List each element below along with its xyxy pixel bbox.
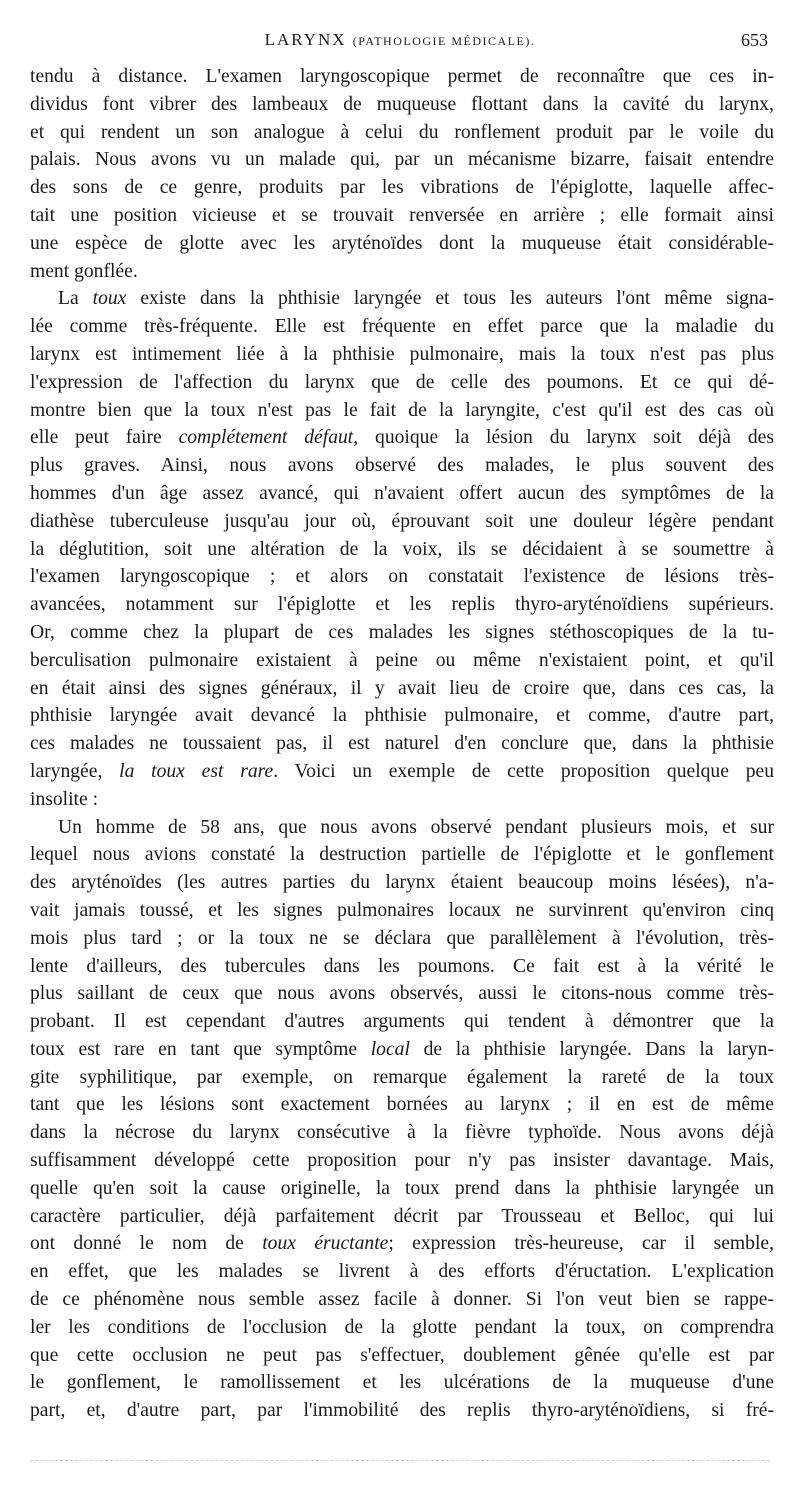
text-line: Or, comme chez la plupart de ces malades les signes stéthoscopiques de la tu- (30, 621, 774, 643)
text-line: mois plus tard ; or la toux ne se déclara que parallèlement à l'évolution, très- (30, 927, 774, 949)
paragraph-2 (30, 285, 774, 813)
text-line: phthisie laryngée avait devancé la phthisie pulmonaire, et comme, d'autre part, (30, 705, 774, 727)
text-line: et qui rendent un son analogue à celui du ronflement produit par le voile du (30, 121, 774, 143)
text-line: lequel nous avions constaté la destruction partielle de l'épiglotte et le gonflement (30, 844, 774, 866)
text-line: des sons de ce genre, produits par les vibrations de l'épiglotte, laquelle affec- (30, 177, 774, 199)
text-line: des aryténoïdes (les autres parties du larynx étaient beaucoup moins lésées), n'a- (30, 872, 774, 894)
text-line: ont donné le nom de toux éructante; expression très-heureuse, car il semble, (30, 1233, 774, 1255)
text-line: quelle qu'en soit la cause originelle, la toux prend dans la phthisie laryngée un (30, 1177, 774, 1199)
text-line: probant. Il est cependant d'autres arguments qui tendent à démontrer que la (30, 1011, 774, 1033)
text-line: caractère particulier, déjà parfaitement décrit par Trousseau et Belloc, qui lui (30, 1205, 774, 1227)
running-title-main: LARYNX (264, 30, 347, 49)
text-line: toux est rare en tant que symptôme local de la phthisie laryngée. Dans la laryn- (30, 1038, 774, 1060)
italic-emphasis: toux éructante (262, 1233, 389, 1255)
text-line: en effet, que les malades se livrent à des efforts d'éructation. L'explication (30, 1261, 774, 1283)
text-line: l'examen laryngoscopique ; et alors on constatait l'existence de lésions très- (30, 566, 774, 588)
text-line: en était ainsi des signes généraux, il y avait lieu de croire que, dans ces cas, la (30, 677, 774, 699)
text-line: La toux existe dans la phthisie laryngée et tous les auteurs l'ont même signa- (58, 288, 774, 310)
running-title (30, 30, 770, 50)
text-line: ces malades ne toussaient pas, il est naturel d'en conclure que, dans la phthisie (30, 733, 774, 755)
text-line: tait une position vicieuse et se trouvait renversée en arrière ; elle formait ainsi (30, 204, 774, 226)
body-text (30, 63, 774, 1425)
text-line: que cette occlusion ne peut pas s'effectuer, doublement gênée qu'elle est par (30, 1344, 774, 1366)
text-line: palais. Nous avons vu un malade qui, par un mécanisme bizarre, faisait entendre (30, 149, 774, 171)
text-line: larynx est intimement liée à la phthisie pulmonaire, mais la toux n'est pas plus (30, 343, 774, 365)
italic-emphasis: toux (92, 288, 127, 310)
paragraph-3 (30, 814, 774, 1426)
text-line: diathèse tuberculeuse jusqu'au jour où, éprouvant soit une douleur légère pendant (30, 510, 774, 532)
paragraph-1 (30, 63, 774, 285)
text-line: insolite : (30, 788, 99, 810)
text-line: lente d'ailleurs, des tubercules dans les poumons. Ce fait est à la vérité le (30, 955, 774, 977)
text-line: le gonflement, le ramollissement et les ulcérations de la muqueuse d'une (30, 1372, 774, 1394)
page-number: 653 (741, 30, 768, 50)
text-line: hommes d'un âge assez avancé, qui n'avaient offert aucun des symptômes de la (30, 482, 774, 504)
text-line: dans la nécrose du larynx consécutive à la fièvre typhoïde. Nous avons déjà (30, 1122, 774, 1144)
text-line: berculisation pulmonaire existaient à peine ou même n'existaient point, et qu'il (30, 649, 774, 671)
text-line: une espèce de glotte avec les aryténoïdes dont la muqueuse était considérable- (30, 232, 774, 254)
text-line: elle peut faire complétement défaut, quoique la lésion du larynx soit déjà des (30, 427, 774, 449)
text-line: vait jamais toussé, et les signes pulmonaires locaux ne survinrent qu'environ cinq (30, 899, 774, 921)
text-line: tant que les lésions sont exactement bornées au larynx ; il en est de même (30, 1094, 774, 1116)
italic-emphasis: complétement défaut (178, 427, 354, 449)
text-line: de ce phénomène nous semble assez facile à donner. Si l'on veut bien se rappe- (30, 1289, 774, 1311)
italic-emphasis: la toux est rare (119, 760, 274, 782)
text-line: Un homme de 58 ans, que nous avons observé pendant plusieurs mois, et sur (58, 816, 774, 838)
text-line: plus saillant de ceux que nous avons observés, aussi le citons-nous comme très- (30, 983, 774, 1005)
text-line: montre bien que la toux n'est pas le fait de la laryngite, c'est qu'il est des cas où (30, 399, 774, 421)
running-head (30, 30, 770, 58)
text-line: ment gonflée. (30, 260, 138, 282)
text-line: la déglutition, soit une altération de la voix, ils se décidaient à se soumettre à (30, 538, 774, 560)
text-line: suffisamment développé cette proposition pour n'y pas insister davantage. Mais, (30, 1150, 774, 1172)
text-line: tendu à distance. L'examen laryngoscopique permet de reconnaître que ces in- (30, 66, 774, 87)
italic-emphasis: local (370, 1038, 410, 1060)
text-line: ler les conditions de l'occlusion de la glotte pendant la toux, on comprendra (30, 1316, 774, 1338)
text-line: avancées, notamment sur l'épiglotte et les replis thyro-aryténoïdiens supérieurs. (30, 594, 774, 616)
bottom-rule (30, 1460, 770, 1461)
text-line: l'expression de l'affection du larynx que de celle des poumons. Et ce qui dé- (30, 371, 774, 393)
text-line: dividus font vibrer des lambeaux de muqueuse flottant dans la cavité du larynx, (30, 93, 774, 115)
text-line: laryngée, la toux est rare. Voici un exemple de cette proposition quelque peu (30, 760, 774, 782)
text-line: gite syphilitique, par exemple, on remarque également la rareté de la toux (30, 1066, 774, 1088)
running-title-sub: (PATHOLOGIE MÉDICALE). (352, 34, 536, 48)
text-line: part, et, d'autre part, par l'immobilité des replis thyro-aryténoïdiens, si fré- (30, 1400, 774, 1422)
text-line: plus graves. Ainsi, nous avons observé des malades, le plus souvent des (30, 455, 774, 477)
text-line: lée comme très-fréquente. Elle est fréquente en effet parce que la maladie du (30, 316, 774, 338)
